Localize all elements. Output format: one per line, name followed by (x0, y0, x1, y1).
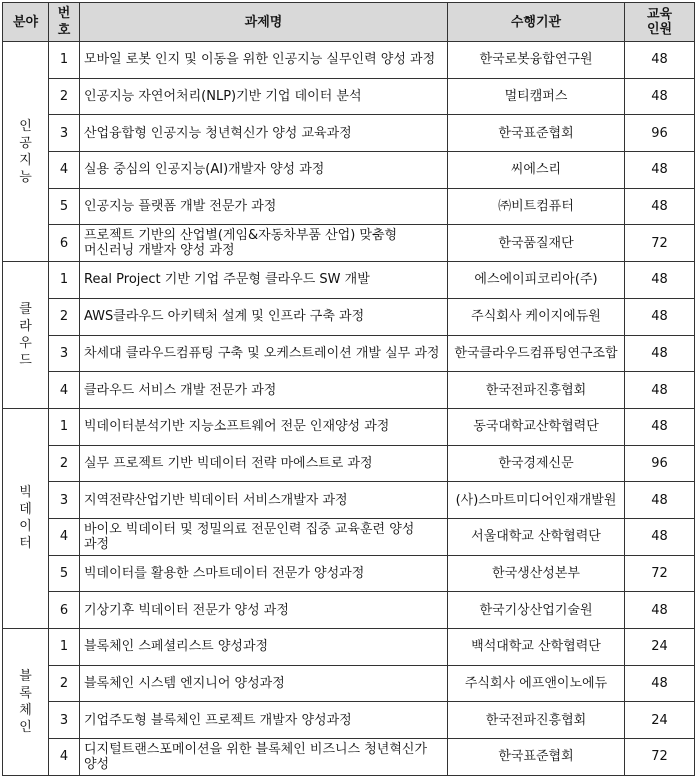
category-cell (3, 42, 49, 262)
organization-name: 한국클라우드컴퓨팅연구조합 (448, 335, 625, 372)
organization-name: 한국전파진흥협회 (448, 372, 625, 409)
trainee-count: 24 (625, 629, 695, 666)
organization-name: 동국대학교산학협력단 (448, 408, 625, 445)
table-row (3, 518, 695, 555)
table-row (3, 262, 695, 299)
table-row (3, 188, 695, 225)
organization-name: 에스에이피코리아(주) (448, 262, 625, 299)
program-title: Real Project 기반 기업 주문형 클라우드 SW 개발 (80, 262, 448, 299)
row-number: 5 (49, 188, 80, 225)
header-title: 과제명 (80, 3, 448, 42)
row-number: 2 (49, 78, 80, 115)
row-number: 3 (49, 115, 80, 152)
row-number: 4 (49, 372, 80, 409)
program-title: 실무 프로젝트 기반 빅데이터 전략 마에스트로 과정 (80, 445, 448, 482)
table-row (3, 629, 695, 666)
organization-name: 한국생산성본부 (448, 555, 625, 592)
organization-name: 서울대학교 산학협력단 (448, 518, 625, 555)
organization-name: 한국표준협회 (448, 739, 625, 776)
organization-name: 백석대학교 산학협력단 (448, 629, 625, 666)
trainee-count: 48 (625, 372, 695, 409)
organization-name: 주식회사 에프앤이노에듀 (448, 665, 625, 702)
trainee-count: 48 (625, 42, 695, 79)
program-title: 차세대 클라우드컴퓨팅 구축 및 오케스트레이션 개발 실무 과정 (80, 335, 448, 372)
organization-name: 한국경제신문 (448, 445, 625, 482)
category-cell (3, 262, 49, 409)
trainee-count: 48 (625, 665, 695, 702)
table-row (3, 152, 695, 189)
organization-name: 주식회사 케이지에듀원 (448, 298, 625, 335)
category-label: 인공지능 (19, 118, 32, 185)
trainee-count: 72 (625, 225, 695, 262)
table-row (3, 298, 695, 335)
program-title: 블록체인 시스템 엔지니어 양성과정 (80, 665, 448, 702)
program-title: 산업융합형 인공지능 청년혁신가 양성 교육과정 (80, 115, 448, 152)
table-row (3, 372, 695, 409)
program-title: 기상기후 빅데이터 전문가 양성 과정 (80, 592, 448, 629)
table-row (3, 702, 695, 739)
trainee-count: 48 (625, 78, 695, 115)
table-row (3, 225, 695, 262)
program-title: 빅데이터를 활용한 스마트데이터 전문가 양성과정 (80, 555, 448, 592)
program-title: 실용 중심의 인공지능(AI)개발자 양성 과정 (80, 152, 448, 189)
organization-name: 씨에스리 (448, 152, 625, 189)
row-number: 2 (49, 445, 80, 482)
program-title: 인공지능 플랫폼 개발 전문가 과정 (80, 188, 448, 225)
table-row (3, 42, 695, 79)
trainee-count: 48 (625, 152, 695, 189)
row-number: 6 (49, 592, 80, 629)
program-title: 지역전략산업기반 빅데이터 서비스개발자 과정 (80, 482, 448, 519)
row-number: 1 (49, 408, 80, 445)
table-row (3, 665, 695, 702)
program-title: 기업주도형 블록체인 프로젝트 개발자 양성과정 (80, 702, 448, 739)
row-number: 3 (49, 335, 80, 372)
trainee-count: 48 (625, 188, 695, 225)
program-title: AWS클라우드 아키텍처 설계 및 인프라 구축 과정 (80, 298, 448, 335)
table-row (3, 592, 695, 629)
row-number: 1 (49, 629, 80, 666)
trainee-count: 96 (625, 445, 695, 482)
trainee-count: 48 (625, 408, 695, 445)
row-number: 3 (49, 482, 80, 519)
row-number: 2 (49, 665, 80, 702)
organization-name: 한국전파진흥협회 (448, 702, 625, 739)
header-number: 번호 (49, 3, 80, 42)
organization-name: 한국기상산업기술원 (448, 592, 625, 629)
trainee-count: 96 (625, 115, 695, 152)
category-cell (3, 408, 49, 628)
organization-name: 한국품질재단 (448, 225, 625, 262)
program-title: 블록체인 스페셜리스트 양성과정 (80, 629, 448, 666)
program-title: 프로젝트 기반의 산업별(게임&자동차부품 산업) 맞춤형 머신러닝 개발자 양성 과정 (80, 225, 448, 262)
table-row (3, 739, 695, 776)
category-cell (3, 629, 49, 776)
table-row (3, 555, 695, 592)
program-title: 인공지능 자연어처리(NLP)기반 기업 데이터 분석 (80, 78, 448, 115)
trainee-count: 48 (625, 518, 695, 555)
organization-name: 한국표준협회 (448, 115, 625, 152)
row-number: 1 (49, 42, 80, 79)
trainee-count: 48 (625, 482, 695, 519)
table-row (3, 408, 695, 445)
table-body (3, 42, 695, 776)
program-title: 모바일 로봇 인지 및 이동을 위한 인공지능 실무인력 양성 과정 (80, 42, 448, 79)
program-title: 디지털트랜스포메이션을 위한 블록체인 비즈니스 청년혁신가 양성 (80, 739, 448, 776)
table-row (3, 78, 695, 115)
trainee-count: 72 (625, 739, 695, 776)
category-label: 빅데이터 (19, 485, 32, 552)
trainee-count: 48 (625, 262, 695, 299)
row-number: 1 (49, 262, 80, 299)
row-number: 4 (49, 518, 80, 555)
trainee-count: 48 (625, 298, 695, 335)
category-label: 클라우드 (19, 302, 32, 368)
header-row (3, 3, 695, 42)
header-trainees: 교육인원 (625, 3, 695, 42)
table-row (3, 335, 695, 372)
header-organization: 수행기관 (448, 3, 625, 42)
category-label: 블록체인 (19, 668, 32, 735)
row-number: 3 (49, 702, 80, 739)
organization-name: (사)스마트미디어인재개발원 (448, 482, 625, 519)
program-title: 클라우드 서비스 개발 전문가 과정 (80, 372, 448, 409)
row-number: 2 (49, 298, 80, 335)
row-number: 4 (49, 152, 80, 189)
program-title: 빅데이터분석기반 지능소프트웨어 전문 인재양성 과정 (80, 408, 448, 445)
table-row (3, 115, 695, 152)
table-row (3, 482, 695, 519)
row-number: 5 (49, 555, 80, 592)
organization-name: 한국로봇융합연구원 (448, 42, 625, 79)
trainee-count: 24 (625, 702, 695, 739)
row-number: 4 (49, 739, 80, 776)
training-program-table (2, 2, 695, 776)
organization-name: 멀티캠퍼스 (448, 78, 625, 115)
trainee-count: 48 (625, 592, 695, 629)
trainee-count: 48 (625, 335, 695, 372)
program-title: 바이오 빅데이터 및 정밀의료 전문인력 집중 교육훈련 양성 과정 (80, 518, 448, 555)
trainee-count: 72 (625, 555, 695, 592)
organization-name: ㈜비트컴퓨터 (448, 188, 625, 225)
row-number: 6 (49, 225, 80, 262)
header-category: 분야 (3, 3, 49, 42)
table-row (3, 445, 695, 482)
